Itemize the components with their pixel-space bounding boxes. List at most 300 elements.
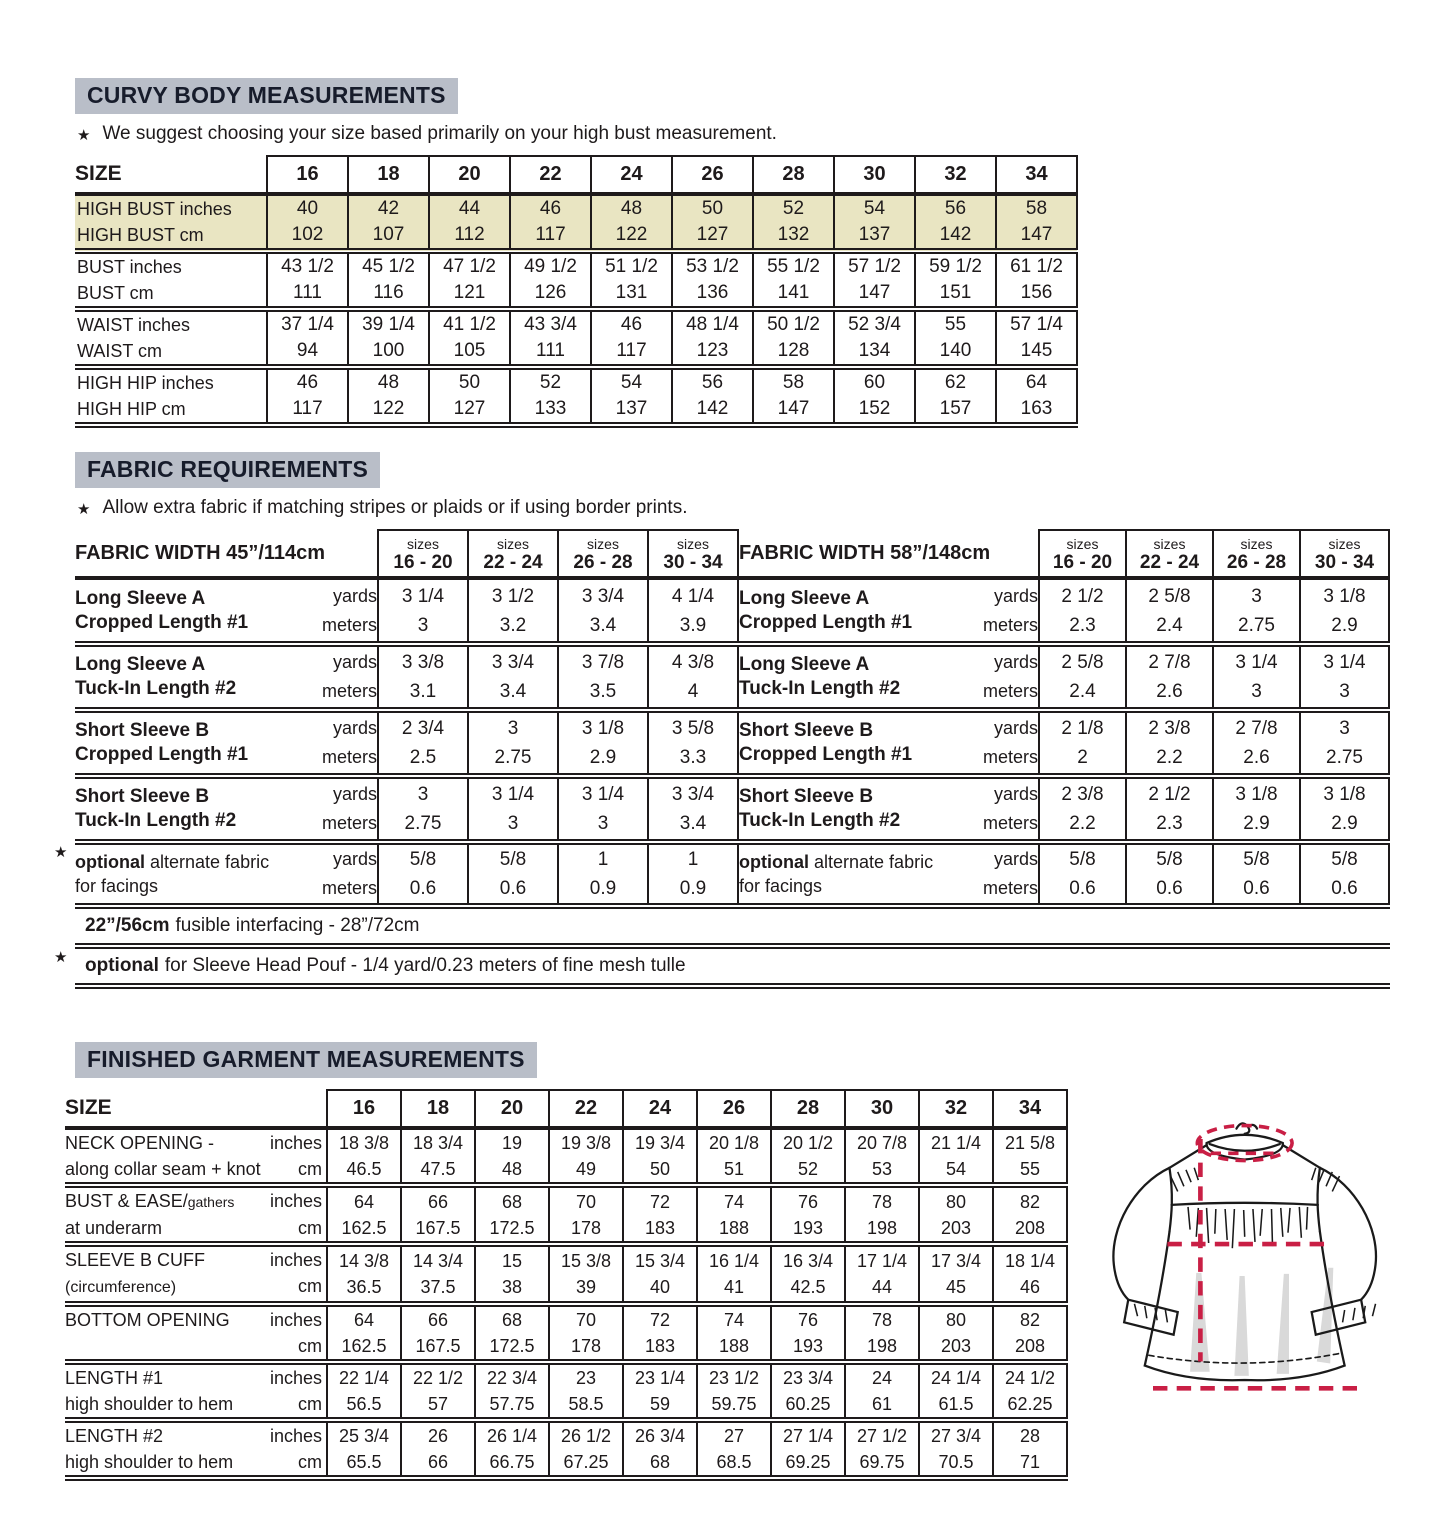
value-cm: 69.75 bbox=[859, 1452, 905, 1472]
row-label-line bbox=[65, 1215, 326, 1241]
row-label-line: Tuck-In Length #2 bbox=[75, 810, 237, 831]
size-col-header: 34 bbox=[996, 156, 1077, 194]
table-cell bbox=[845, 1128, 919, 1185]
table-cell bbox=[475, 1185, 549, 1244]
value-yards: 3 1/8 bbox=[1323, 585, 1366, 607]
value-cm: 162.5 bbox=[341, 1336, 387, 1356]
value-inches: 27 bbox=[723, 1426, 745, 1446]
value-meters: 0.6 bbox=[1156, 878, 1183, 899]
units-cell bbox=[964, 578, 1039, 644]
table-cell bbox=[672, 194, 753, 251]
value-meters: 3 bbox=[1251, 681, 1262, 702]
value-inches: 55 bbox=[944, 314, 967, 335]
table-cell bbox=[510, 309, 591, 367]
section-body-measurements bbox=[75, 78, 1085, 428]
table-cell bbox=[919, 1128, 993, 1185]
size-col-header: 30 bbox=[834, 156, 915, 194]
table-cell bbox=[697, 1304, 771, 1362]
value-cm: 183 bbox=[644, 1217, 676, 1238]
value-inches: 22 1/4 bbox=[338, 1368, 390, 1388]
row-label-line bbox=[65, 1307, 326, 1333]
value-inches: 39 1/4 bbox=[362, 314, 415, 335]
table-cell bbox=[834, 309, 915, 367]
value-yards: 4 1/4 bbox=[671, 585, 715, 607]
value-yards: 3 1/8 bbox=[581, 718, 625, 739]
value-inches: 51 1/2 bbox=[605, 256, 658, 277]
value-cm: 151 bbox=[939, 282, 972, 303]
units-cell bbox=[308, 578, 378, 644]
size-group-range: 22 - 24 bbox=[1139, 551, 1200, 573]
table-cell bbox=[1126, 776, 1213, 842]
table-cell bbox=[993, 1362, 1067, 1420]
table-cell bbox=[549, 1128, 623, 1185]
table-cell bbox=[378, 578, 468, 644]
value-cm: 193 bbox=[792, 1336, 824, 1356]
value-yards: 1 bbox=[597, 849, 609, 870]
table-cell bbox=[267, 309, 348, 367]
table-cell bbox=[915, 309, 996, 367]
table-cell bbox=[753, 309, 834, 367]
value-cm: 134 bbox=[858, 340, 891, 361]
row-label bbox=[65, 1244, 327, 1304]
value-inches: 26 1/4 bbox=[486, 1426, 538, 1446]
row-label-line: Long Sleeve A bbox=[75, 654, 206, 675]
table-cell bbox=[697, 1128, 771, 1185]
row-label bbox=[75, 578, 308, 644]
value-inches: 48 bbox=[377, 372, 400, 393]
table-row bbox=[65, 1244, 1067, 1304]
value-yards: 3 1/4 bbox=[491, 784, 535, 805]
value-inches: 46 bbox=[539, 198, 562, 219]
value-cm: 40 bbox=[649, 1277, 671, 1297]
value-cm: 67.25 bbox=[563, 1452, 609, 1472]
value-inches: 78 bbox=[871, 1310, 893, 1330]
units-cell bbox=[308, 842, 378, 906]
value-inches: 55 1/2 bbox=[767, 256, 820, 277]
table-cell bbox=[348, 194, 429, 251]
table-cell bbox=[993, 1420, 1067, 1478]
value-inches: 82 bbox=[1019, 1191, 1041, 1212]
table-cell bbox=[845, 1244, 919, 1304]
row-label-line: HIGH BUST cm bbox=[77, 225, 204, 245]
value-cm: 178 bbox=[570, 1217, 602, 1238]
table-cell bbox=[327, 1128, 401, 1185]
table-cell bbox=[993, 1185, 1067, 1244]
note-text: We suggest choosing your size based primarily on your high bust measurement. bbox=[102, 123, 777, 144]
value-yards: 3 3/4 bbox=[581, 585, 625, 607]
table-row bbox=[75, 251, 1077, 309]
row-label-line: Cropped Length #1 bbox=[739, 611, 913, 633]
value-cm: 137 bbox=[615, 398, 648, 419]
value-meters: 2.75 bbox=[1238, 614, 1275, 636]
size-col-header: 34 bbox=[993, 1090, 1067, 1128]
sizes-caption: sizes bbox=[1328, 535, 1361, 552]
row-label-line bbox=[65, 1273, 326, 1301]
value-inches: 47 1/2 bbox=[443, 256, 496, 277]
row-label bbox=[739, 710, 964, 776]
table-cell bbox=[591, 309, 672, 367]
table-cell bbox=[549, 1420, 623, 1478]
table-cell bbox=[697, 1362, 771, 1420]
value-meters: 2.75 bbox=[404, 813, 442, 834]
value-cm: 50 bbox=[649, 1159, 671, 1179]
value-meters: 2.6 bbox=[1156, 681, 1183, 702]
table-cell bbox=[1039, 578, 1126, 644]
unit-inches: inches bbox=[269, 1250, 322, 1270]
table-cell bbox=[591, 194, 672, 251]
value-meters: 2.4 bbox=[1156, 614, 1183, 636]
table-cell bbox=[996, 251, 1077, 309]
row-label-line bbox=[739, 850, 964, 874]
value-cm: 46.5 bbox=[346, 1159, 382, 1179]
value-meters: 2.2 bbox=[1069, 813, 1096, 834]
value-inches: 62 bbox=[944, 372, 967, 393]
value-cm: 117 bbox=[292, 398, 323, 419]
size-col-header: 24 bbox=[591, 156, 672, 194]
value-inches: 44 bbox=[458, 198, 481, 219]
table-cell bbox=[558, 842, 648, 906]
row-label-line bbox=[65, 1247, 326, 1273]
unit-meters: meters bbox=[982, 681, 1038, 701]
value-cm: 61.5 bbox=[938, 1394, 974, 1414]
table-row bbox=[75, 776, 738, 842]
value-meters: 3 bbox=[597, 813, 609, 834]
row-label-line: HIGH HIP cm bbox=[77, 399, 186, 419]
table-cell bbox=[1126, 578, 1213, 644]
value-inches: 14 3/8 bbox=[338, 1251, 390, 1271]
value-cm: 203 bbox=[940, 1336, 972, 1356]
value-meters: 2.3 bbox=[1069, 614, 1096, 636]
table-cell bbox=[510, 251, 591, 309]
table-cell bbox=[697, 1420, 771, 1478]
value-inches: 37 1/4 bbox=[281, 314, 334, 335]
row-label-line: Short Sleeve B bbox=[75, 786, 210, 807]
value-cm: 42.5 bbox=[790, 1277, 826, 1297]
size-group-range: 16 - 20 bbox=[393, 551, 453, 573]
value-inches: 58 bbox=[782, 372, 805, 393]
value-inches: 15 bbox=[501, 1251, 523, 1271]
table-cell bbox=[648, 776, 738, 842]
value-inches: 48 bbox=[620, 198, 643, 219]
table-cell bbox=[475, 1244, 549, 1304]
pouf-row bbox=[54, 949, 1390, 989]
value-meters: 3.4 bbox=[679, 813, 707, 834]
sizes-caption: sizes bbox=[1153, 535, 1186, 552]
value-yards: 3 3/8 bbox=[401, 652, 445, 673]
sizes-caption: sizes bbox=[587, 535, 619, 552]
units-cell bbox=[308, 776, 378, 842]
unit-cm: cm bbox=[298, 1218, 322, 1238]
value-cm: 156 bbox=[1020, 282, 1053, 303]
unit-meters: meters bbox=[982, 878, 1038, 898]
table-cell bbox=[1213, 578, 1300, 644]
table-cell bbox=[549, 1362, 623, 1420]
table-cell bbox=[327, 1420, 401, 1478]
size-group-range: 26 - 28 bbox=[573, 551, 633, 573]
value-cm: 198 bbox=[866, 1217, 898, 1238]
row-label-line bbox=[65, 1333, 326, 1359]
value-inches: 23 bbox=[575, 1368, 597, 1388]
value-cm: 167.5 bbox=[415, 1217, 461, 1238]
value-inches: 72 bbox=[649, 1310, 671, 1330]
table-cell bbox=[845, 1362, 919, 1420]
row-label-line: BUST cm bbox=[77, 283, 154, 303]
unit-yards: yards bbox=[332, 718, 377, 738]
table-cell bbox=[1300, 842, 1389, 906]
value-cm: 44 bbox=[871, 1277, 893, 1297]
value-inches: 52 bbox=[782, 198, 805, 219]
value-cm: 136 bbox=[696, 282, 729, 303]
value-cm: 57.75 bbox=[489, 1394, 535, 1414]
size-col-header: 30 bbox=[845, 1090, 919, 1128]
value-cm: 61 bbox=[871, 1394, 893, 1414]
row-label-line: Short Sleeve B bbox=[75, 720, 210, 741]
note-text: Allow extra fabric if matching stripes or plaids or if using border prints. bbox=[102, 497, 688, 518]
unit-yards: yards bbox=[993, 784, 1038, 804]
row-label bbox=[75, 309, 267, 367]
value-inches: 18 1/4 bbox=[1004, 1251, 1056, 1271]
table-row bbox=[65, 1362, 1067, 1420]
label-main bbox=[65, 1307, 230, 1333]
value-inches: 64 bbox=[353, 1310, 375, 1330]
table-cell bbox=[623, 1420, 697, 1478]
row-label-line bbox=[65, 1391, 326, 1417]
value-inches: 48 1/4 bbox=[686, 314, 739, 335]
value-meters: 2.9 bbox=[1243, 813, 1270, 834]
value-cm: 60.25 bbox=[785, 1394, 831, 1414]
unit-meters: meters bbox=[321, 878, 377, 898]
table-cell bbox=[648, 842, 738, 906]
value-inches: 23 1/2 bbox=[708, 1368, 760, 1388]
table-cell bbox=[327, 1185, 401, 1244]
value-yards: 2 3/4 bbox=[401, 718, 445, 739]
row-label-line: BUST inches bbox=[77, 257, 182, 277]
value-yards: 2 5/8 bbox=[1061, 652, 1104, 673]
value-inches: 20 1/2 bbox=[782, 1133, 834, 1153]
value-meters: 0.6 bbox=[409, 878, 437, 899]
table-cell bbox=[919, 1185, 993, 1244]
table-cell bbox=[771, 1244, 845, 1304]
optional-rest: alternate fabric bbox=[145, 852, 270, 872]
value-inches: 19 3/4 bbox=[634, 1133, 686, 1153]
value-inches: 27 1/2 bbox=[856, 1426, 908, 1446]
value-cm: 183 bbox=[644, 1336, 676, 1356]
value-inches: 43 1/2 bbox=[281, 256, 334, 277]
value-inches: 82 bbox=[1019, 1310, 1041, 1330]
table-row bbox=[65, 1128, 1067, 1185]
unit-cm: cm bbox=[298, 1394, 322, 1414]
size-col-header: 20 bbox=[429, 156, 510, 194]
value-cm: 46 bbox=[1019, 1277, 1041, 1297]
row-label bbox=[65, 1304, 327, 1362]
unit-cm: cm bbox=[298, 1336, 322, 1356]
value-inches: 21 5/8 bbox=[1004, 1133, 1056, 1153]
size-label: SIZE bbox=[75, 156, 267, 194]
table-cell bbox=[549, 1304, 623, 1362]
value-yards: 1 bbox=[687, 849, 699, 870]
table-cell bbox=[648, 644, 738, 710]
section-finished-garment bbox=[65, 1042, 1069, 1481]
value-cm: 65.5 bbox=[346, 1452, 382, 1472]
row-label-line: Long Sleeve A bbox=[739, 587, 870, 609]
note-line bbox=[77, 123, 1085, 145]
table-cell bbox=[510, 367, 591, 425]
table-cell bbox=[348, 367, 429, 425]
value-yards: 2 5/8 bbox=[1148, 585, 1191, 607]
value-yards: 3 1/4 bbox=[1235, 652, 1278, 673]
value-meters: 2.3 bbox=[1156, 813, 1183, 834]
value-meters: 0.9 bbox=[679, 878, 707, 899]
unit-yards: yards bbox=[332, 784, 377, 804]
units-cell bbox=[964, 710, 1039, 776]
sizes-caption: sizes bbox=[677, 535, 709, 552]
table-cell bbox=[558, 710, 648, 776]
label-text: high shoulder to hem bbox=[65, 1452, 234, 1472]
size-col-header: 26 bbox=[672, 156, 753, 194]
size-group-range: 22 - 24 bbox=[483, 551, 543, 573]
size-col-header: 22 bbox=[510, 156, 591, 194]
value-yards: 2 1/2 bbox=[1148, 784, 1191, 805]
value-inches: 23 1/4 bbox=[634, 1368, 686, 1388]
table-cell bbox=[401, 1185, 475, 1244]
label-text: along collar seam + knot bbox=[65, 1159, 261, 1179]
label-text: high shoulder to hem bbox=[65, 1394, 234, 1414]
table-cell bbox=[267, 367, 348, 425]
value-cm: 45 bbox=[945, 1277, 967, 1297]
size-col-header: 28 bbox=[771, 1090, 845, 1128]
value-yards: 2 3/8 bbox=[1061, 784, 1104, 805]
value-cm: 198 bbox=[866, 1336, 898, 1356]
value-inches: 57 1/2 bbox=[848, 256, 901, 277]
value-cm: 188 bbox=[718, 1217, 750, 1238]
star-icon: ★ bbox=[54, 844, 68, 861]
value-cm: 163 bbox=[1020, 398, 1053, 419]
table-cell bbox=[1300, 578, 1389, 644]
unit-cm: cm bbox=[298, 1276, 322, 1296]
value-inches: 59 1/2 bbox=[929, 256, 982, 277]
table-cell bbox=[267, 194, 348, 251]
table-cell bbox=[993, 1244, 1067, 1304]
interfacing-text: fusible interfacing - 28”/72cm bbox=[175, 915, 420, 936]
label-text: LENGTH #1 bbox=[65, 1368, 164, 1388]
value-inches: 46 bbox=[620, 314, 643, 335]
value-inches: 40 bbox=[296, 198, 319, 219]
value-inches: 18 3/4 bbox=[412, 1133, 464, 1153]
value-inches: 46 bbox=[296, 372, 319, 393]
value-yards: 3 1/4 bbox=[401, 585, 445, 607]
table-cell bbox=[915, 251, 996, 309]
value-meters: 4 bbox=[687, 681, 699, 702]
value-inches: 57 1/4 bbox=[1010, 314, 1063, 335]
table-cell bbox=[771, 1128, 845, 1185]
size-col-header: 32 bbox=[919, 1090, 993, 1128]
value-cm: 142 bbox=[696, 398, 729, 419]
row-label bbox=[75, 367, 267, 425]
pleat-shading bbox=[1190, 1268, 1333, 1376]
table-cell bbox=[468, 776, 558, 842]
row-label bbox=[739, 578, 964, 644]
table-cell bbox=[378, 644, 468, 710]
value-inches: 76 bbox=[797, 1310, 819, 1330]
table-cell bbox=[648, 578, 738, 644]
units-cell bbox=[308, 644, 378, 710]
row-label-line bbox=[65, 1188, 326, 1215]
unit-yards: yards bbox=[332, 652, 377, 672]
value-cm: 117 bbox=[616, 340, 647, 361]
size-group-range: 30 - 34 bbox=[663, 551, 723, 573]
value-meters: 3 bbox=[417, 614, 429, 636]
value-cm: 52 bbox=[797, 1159, 819, 1179]
table-cell bbox=[1126, 842, 1213, 906]
fabric-width-45-table bbox=[75, 529, 739, 909]
units-cell bbox=[308, 710, 378, 776]
table-cell bbox=[996, 194, 1077, 251]
value-meters: 3.1 bbox=[409, 681, 437, 702]
value-cm: 107 bbox=[372, 224, 405, 245]
row-label-line: Tuck-In Length #2 bbox=[739, 810, 901, 831]
value-meters: 0.6 bbox=[1243, 878, 1270, 899]
unit-cm: cm bbox=[298, 1159, 322, 1179]
value-cm: 141 bbox=[777, 282, 810, 303]
table-row bbox=[65, 1420, 1067, 1478]
value-cm: 68.5 bbox=[716, 1452, 752, 1472]
value-cm: 94 bbox=[296, 340, 319, 361]
unit-yards: yards bbox=[993, 585, 1038, 606]
value-meters: 3.2 bbox=[499, 614, 527, 636]
size-col-header: 32 bbox=[915, 156, 996, 194]
value-inches: 41 1/2 bbox=[443, 314, 496, 335]
size-label: SIZE bbox=[65, 1090, 327, 1128]
row-label-line bbox=[65, 1365, 326, 1391]
value-yards: 5/8 bbox=[499, 849, 527, 870]
row-label bbox=[65, 1185, 327, 1244]
value-inches: 61 1/2 bbox=[1010, 256, 1063, 277]
table-row bbox=[75, 710, 738, 776]
unit-meters: meters bbox=[321, 614, 377, 635]
value-cm: 112 bbox=[454, 224, 485, 245]
size-group-header bbox=[1126, 530, 1213, 578]
table-cell bbox=[623, 1128, 697, 1185]
size-col-header: 20 bbox=[475, 1090, 549, 1128]
value-cm: 54 bbox=[945, 1159, 967, 1179]
value-yards: 2 7/8 bbox=[1148, 652, 1191, 673]
table-row bbox=[739, 842, 1389, 906]
row-label bbox=[75, 842, 308, 906]
value-cm: 172.5 bbox=[489, 1336, 535, 1356]
value-inches: 56 bbox=[944, 198, 967, 219]
value-meters: 0.9 bbox=[589, 878, 617, 899]
value-cm: 66 bbox=[427, 1452, 449, 1472]
table-cell bbox=[697, 1244, 771, 1304]
value-yards: 5/8 bbox=[1156, 849, 1183, 870]
label-main bbox=[65, 1130, 214, 1156]
table-cell bbox=[623, 1362, 697, 1420]
value-inches: 24 1/2 bbox=[1004, 1368, 1056, 1388]
value-meters: 0.6 bbox=[499, 878, 527, 899]
value-cm: 58.5 bbox=[568, 1394, 604, 1414]
unit-inches: inches bbox=[269, 1426, 322, 1446]
value-inches: 52 3/4 bbox=[848, 314, 901, 335]
value-inches: 58 bbox=[1025, 198, 1048, 219]
table-cell bbox=[996, 309, 1077, 367]
table-cell bbox=[919, 1420, 993, 1478]
value-inches: 27 1/4 bbox=[782, 1426, 834, 1446]
value-cm: 49 bbox=[575, 1159, 597, 1179]
value-inches: 76 bbox=[797, 1191, 819, 1212]
table-cell bbox=[672, 309, 753, 367]
value-meters: 3.5 bbox=[589, 681, 617, 702]
value-inches: 68 bbox=[501, 1191, 523, 1212]
